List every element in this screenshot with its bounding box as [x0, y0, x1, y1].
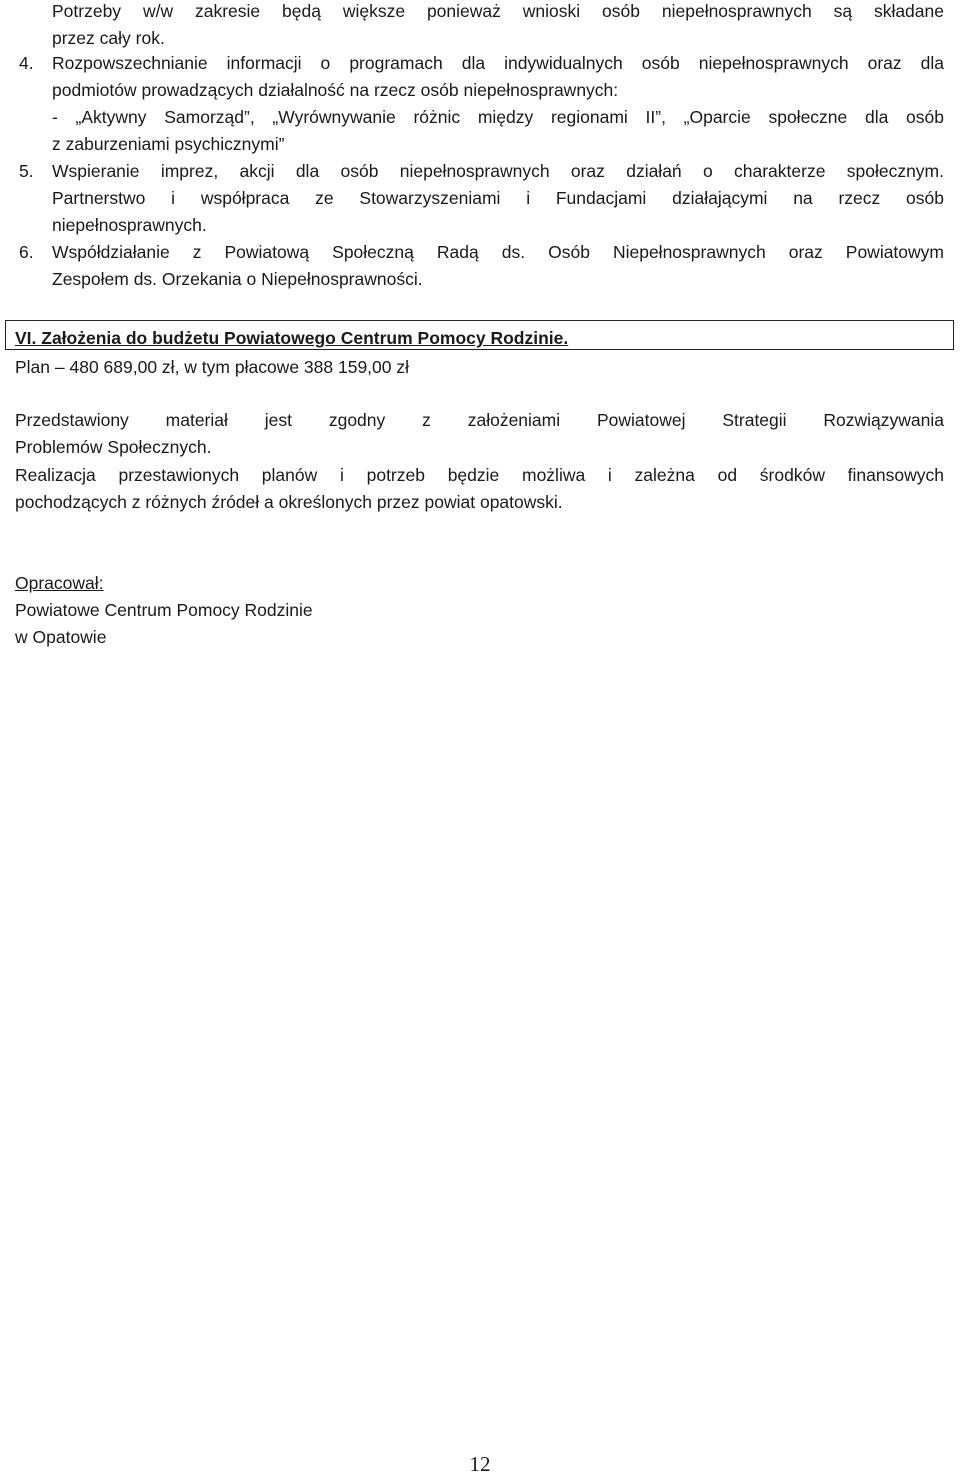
- item5-line-2: Partnerstwo i współpraca ze Stowarzyszeniami i Fundacjami działającymi na rzecz osób: [52, 188, 944, 208]
- budget-plan: [15, 354, 944, 381]
- item4-line-1: Rozpowszechnianie informacji o programach dla indywidualnych osób niepełnosprawnych oraz dla: [52, 53, 944, 73]
- closing-paragraph-2: [15, 462, 944, 516]
- list-number: 5.: [19, 161, 34, 181]
- budget-plan-line: Plan – 480 689,00 zł, w tym płacowe 388 159,00 zł: [15, 357, 409, 377]
- item5-line-3: niepełnosprawnych.: [52, 215, 207, 235]
- closing-p2-line-2: pochodzących z różnych źródeł a określonych przez powiat opatowski.: [15, 492, 563, 512]
- closing-p2-line-1: Realizacja przestawionych planów i potrzeb będzie możliwa i zależna od środków finansowych: [15, 465, 944, 485]
- closing-paragraph-1: [15, 407, 944, 461]
- item4-line-2: podmiotów prowadzących działalność na rzecz osób niepełnosprawnych:: [52, 80, 619, 100]
- signature-label: Opracował:: [15, 573, 104, 593]
- list-number: 4.: [19, 53, 34, 73]
- item6-line-2: Zespołem ds. Orzekania o Niepełnosprawności.: [52, 269, 423, 289]
- intro-paragraph: [52, 0, 944, 52]
- intro-line-2: przez cały rok.: [52, 28, 165, 48]
- signature-line-2: w Opatowie: [15, 627, 107, 647]
- list-item-6: [15, 239, 944, 293]
- list-item-4: [15, 50, 944, 158]
- section-vi-title: VI. Założenia do budżetu Powiatowego Centrum Pomocy Rodzinie.: [15, 328, 569, 348]
- closing-p1-line-1: Przedstawiony materiał jest zgodny z założeniami Powiatowej Strategii Rozwiązywania: [15, 410, 944, 430]
- list-number: 6.: [19, 242, 34, 262]
- page-number: 12: [469, 1452, 491, 1476]
- item6-line-1: Współdziałanie z Powiatową Społeczną Radą ds. Osób Niepełnosprawnych oraz Powiatowym: [52, 242, 944, 262]
- item4-line-3: - „Aktywny Samorząd”, „Wyrównywanie różnic między regionami II”, „Oparcie społeczne dla osób: [52, 107, 944, 127]
- item5-line-1: Wspieranie imprez, akcji dla osób niepełnosprawnych oraz działań o charakterze społecznym.: [52, 161, 944, 181]
- item4-line-4: z zaburzeniami psychicznymi”: [52, 134, 285, 154]
- signature-block: [15, 570, 944, 651]
- closing-p1-line-2: Problemów Społecznych.: [15, 437, 212, 457]
- list-item-5: [15, 158, 944, 239]
- intro-line-1: Potrzeby w/w zakresie będą większe ponieważ wnioski osób niepełnosprawnych są składane: [52, 1, 944, 21]
- signature-line-1: Powiatowe Centrum Pomocy Rodzinie: [15, 600, 313, 620]
